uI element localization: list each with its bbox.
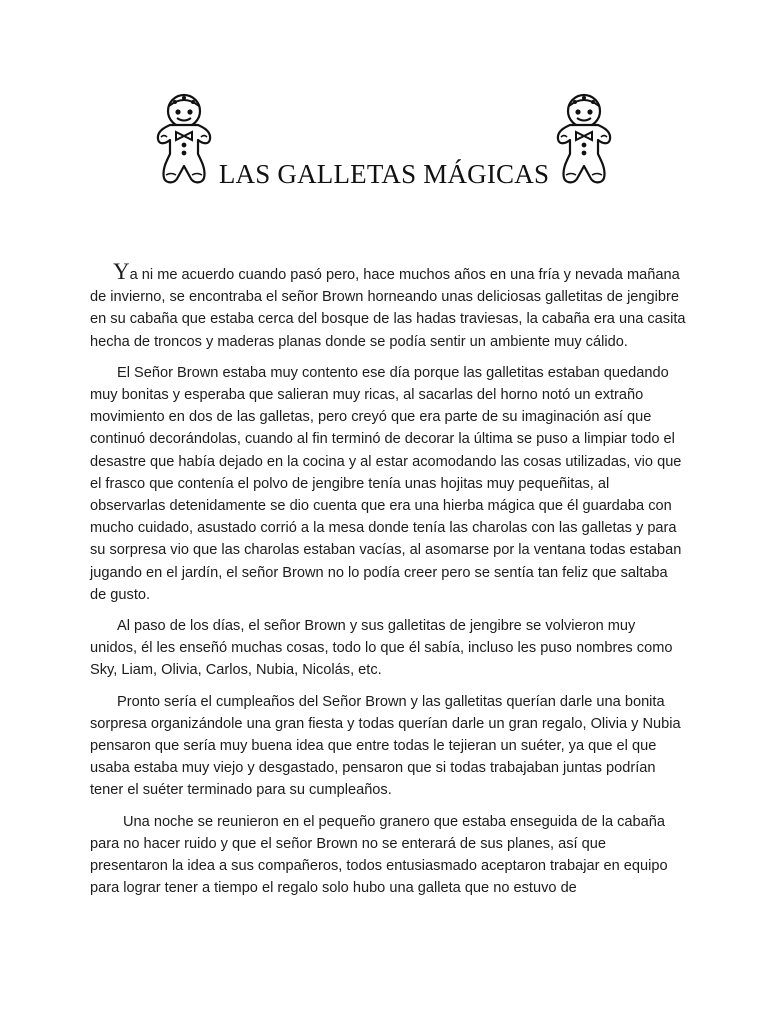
paragraph-2 — [90, 362, 686, 606]
paragraph-text: Una noche se reunieron en el pequeño granero que estaba enseguida de la cabaña para no hacer ruido y que el señor Brown no se enterará de sus planes, así que presentaron la idea a sus compañeros, todos entusiasmado aceptaron trabajar en equipo para lograr tener a tiempo el regalo solo hubo una galleta que no estuvo de — [90, 813, 668, 897]
title-header — [0, 92, 768, 202]
gingerbread-man-icon — [553, 92, 615, 190]
paragraph-3 — [90, 615, 686, 682]
paragraph-text: El Señor Brown estaba muy contento ese día porque las galletitas estaban quedando muy bonitas y esperaba que salieran muy ricas, al sacarlas del horno notó un extraño movimiento en dos de las galletas, pero creyó que era parte de su imaginación así que continuó decorándolas, cuando al fin terminó de decorar la última se puso a limpiar todo el desastre que había dejado en la cocina y al estar acomodando las cosas utilizadas, vio que el frasco que contenía el polvo de jengibre tenía unas hojitas muy pequeñitas, al observarlas detenidamente se dio cuenta que era una hierba mágica que él guardaba con mucho cuidado, asustado corrió a la mesa donde tenía las charolas con las galletas y para su sorpresa vio que las charolas estaban vacías, al asomarse por la ventana todas estaban jugando en el jardín, el señor Brown no lo podía creer pero se sentía tan feliz que saltaba de gusto. — [90, 364, 682, 603]
story-body — [90, 259, 686, 908]
paragraph-text: a ni me acuerdo cuando pasó pero, hace muchos años en una fría y nevada mañana de invierno, se encontraba el señor Brown horneando unas deliciosas galletitas de jengibre en su cabaña que estaba cerca del bosque de las hadas traviesas, la cabaña era una casita hecha de troncos y maderas planas donde se podía sentir un ambiente muy cálido. — [90, 267, 686, 350]
paragraph-5 — [90, 811, 686, 900]
paragraph-1 — [90, 259, 686, 353]
paragraph-4 — [90, 691, 686, 802]
paragraph-text: Al paso de los días, el señor Brown y sus galletitas de jengibre se volvieron muy unidos, él les enseñó muchas cosas, todo lo que él sabía, incluso les puso nombres como Sky, Liam, Olivia, Carlos, Nubia, Nicolás, etc. — [90, 618, 673, 679]
paragraph-text: Pronto sería el cumpleaños del Señor Brown y las galletitas querían darle una bonita sorpresa organizándole una gran fiesta y todas querían darle un gran regalo, Olivia y Nubia pensaron que sería muy buena idea que entre todas le tejieran un suéter, ya que el que usaba estaba muy viejo y desgastado, pensaron que si todas trabajaban juntas podrían tener el suéter terminado para su cumpleaños. — [90, 693, 681, 799]
document-title: LAS GALLETAS MÁGICAS — [218, 159, 550, 189]
drop-cap: Y — [113, 259, 130, 284]
